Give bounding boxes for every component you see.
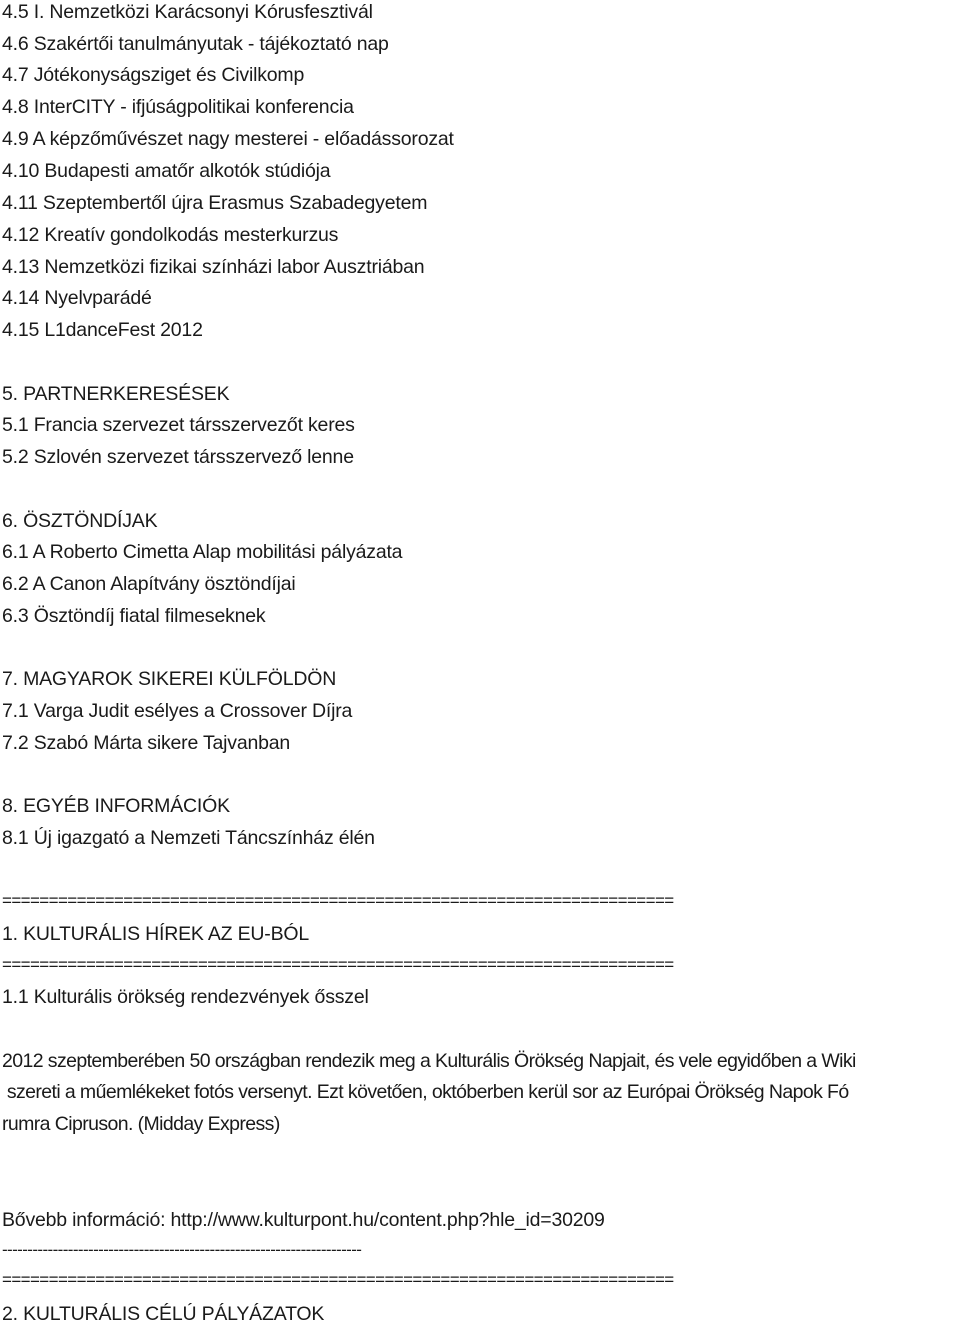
toc-item: 4.8 InterCITY - ifjúságpolitikai konferencia (2, 96, 354, 118)
section-heading: 2. KULTURÁLIS CÉLÚ PÁLYÁZATOK (2, 1303, 325, 1325)
toc-item: 8.1 Új igazgató a Nemzeti Táncszínház élén (2, 827, 375, 849)
double-rule-divider: ======================================================================== (2, 955, 674, 974)
toc-item: 4.11 Szeptembertől újra Erasmus Szabadegyetem (2, 192, 428, 214)
toc-item: 6.3 Ösztöndíj fiatal filmeseknek (2, 605, 266, 627)
toc-section-heading: 7. MAGYAROK SIKEREI KÜLFÖLDÖN (2, 668, 337, 690)
section-heading: 1. KULTURÁLIS HÍREK AZ EU-BÓL (2, 923, 310, 945)
more-info-link[interactable]: Bővebb információ: http://www.kulturpont.hu/content.php?hle_id=30209 (2, 1209, 605, 1231)
toc-item: 5.2 Szlovén szervezet társszervező lenne (2, 446, 354, 468)
toc-item: 4.13 Nemzetközi fizikai színházi labor Ausztriában (2, 256, 425, 278)
toc-section-heading: 5. PARTNERKERESÉSEK (2, 383, 230, 405)
toc-item: 6.1 A Roberto Cimetta Alap mobilitási pályázata (2, 541, 403, 563)
article-body-line: szereti a műemlékeket fotós versenyt. Ezt követően, októberben kerül sor az Európai Örökség Napok Fó (2, 1081, 849, 1103)
toc-item: 4.9 A képzőművészet nagy mesterei - előadássorozat (2, 128, 454, 150)
article-body-line: 2012 szeptemberében 50 országban rendezik meg a Kulturális Örökség Napjait, és vele egyidőben a Wiki (2, 1050, 856, 1072)
toc-item: 6.2 A Canon Alapítvány ösztöndíjai (2, 573, 296, 595)
article-body-line: rumra Cipruson. (Midday Express) (2, 1113, 280, 1135)
article-title: 1.1 Kulturális örökség rendezvények ősszel (2, 986, 369, 1008)
toc-item: 4.10 Budapesti amatőr alkotók stúdiója (2, 160, 331, 182)
toc-item: 7.1 Varga Judit esélyes a Crossover Díjra (2, 700, 353, 722)
single-rule-divider: ----------------------------------------------------------------------- (2, 1240, 362, 1259)
toc-section-heading: 8. EGYÉB INFORMÁCIÓK (2, 795, 230, 817)
toc-item: 4.7 Jótékonyságsziget és Civilkomp (2, 64, 305, 86)
toc-section-heading: 6. ÖSZTÖNDÍJAK (2, 510, 158, 532)
toc-item: 7.2 Szabó Márta sikere Tajvanban (2, 732, 291, 754)
toc-item: 4.5 I. Nemzetközi Karácsonyi Kórusfesztivál (2, 1, 373, 23)
toc-item: 4.14 Nyelvparádé (2, 287, 152, 309)
toc-item: 4.15 L1danceFest 2012 (2, 319, 203, 341)
toc-item: 5.1 Francia szervezet társszervezőt keres (2, 414, 355, 436)
double-rule-divider: ======================================================================== (2, 1270, 674, 1289)
double-rule-divider: ======================================================================== (2, 891, 674, 910)
toc-item: 4.6 Szakértői tanulmányutak - tájékoztató nap (2, 33, 389, 55)
toc-item: 4.12 Kreatív gondolkodás mesterkurzus (2, 224, 339, 246)
